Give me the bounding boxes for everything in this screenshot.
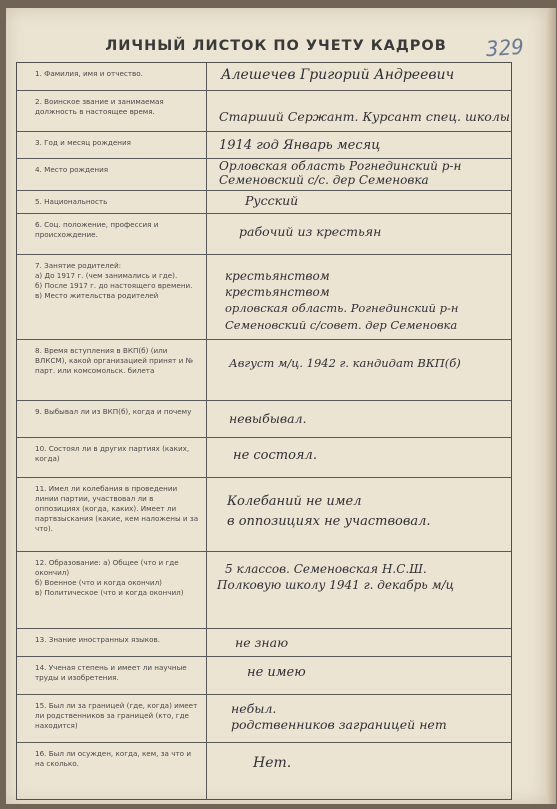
field-label: 9. Выбывал ли из ВКП(б), когда и почему — [17, 401, 207, 437]
page-title: ЛИЧНЫЙ ЛИСТОК ПО УЧЕТУ КАДРОВ — [105, 38, 447, 54]
handwritten-text: небыл. — [231, 701, 277, 716]
field-answer — [207, 478, 511, 551]
field-label: 13. Знание иностранных языков. — [17, 629, 207, 656]
form-row-3 — [17, 132, 511, 159]
handwritten-text: не состоял. — [233, 448, 317, 463]
form-row-16 — [17, 743, 511, 799]
personnel-form-table — [16, 62, 512, 800]
handwritten-text: не имею — [247, 665, 306, 680]
handwritten-text: Старший Сержант. Курсант спец. школы — [219, 109, 510, 124]
form-row-13 — [17, 629, 511, 657]
document-sheet — [6, 8, 546, 804]
field-label: 5. Национальность — [17, 191, 207, 213]
field-answer — [207, 695, 511, 742]
field-label: 1. Фамилия, имя и отчество. — [17, 63, 207, 90]
handwritten-text: Семеновский с/совет. дер Семеновка — [225, 318, 458, 332]
handwritten-text: Орловская область Рогнединский р-н — [219, 159, 462, 173]
field-answer — [207, 438, 511, 477]
handwritten-text: орловская область. Рогнединский р-н — [225, 301, 459, 315]
handwritten-text: Семеновский с/с. дер Семеновка — [219, 173, 429, 187]
field-label: 14. Ученая степень и имеет ли научные труды и изобретения. — [17, 657, 207, 694]
handwritten-text: Русский — [245, 193, 299, 208]
field-label: 8. Время вступления в ВКП(б) (или ВЛКСМ), какой организацией принят и № парт. или комсомольск. билета — [17, 340, 207, 400]
field-label: 11. Имел ли колебания в проведении линии партии, участвовал ли в оппозициях (когда, каких). Имеет ли партвзыскания (какие, кем наложены и за что). — [17, 478, 207, 551]
form-row-11 — [17, 478, 511, 552]
field-answer — [207, 657, 511, 694]
handwritten-text: 5 классов. Семеновская Н.С.Ш. — [225, 562, 427, 576]
handwritten-text: крестьянством — [225, 285, 330, 299]
form-row-5 — [17, 191, 511, 214]
form-row-14 — [17, 657, 511, 695]
field-answer — [207, 91, 511, 131]
field-answer — [207, 159, 511, 190]
handwritten-text: Нет. — [253, 755, 292, 771]
field-answer — [207, 132, 511, 158]
form-row-15 — [17, 695, 511, 743]
field-label: 12. Образование: а) Общее (что и где окончил) б) Военное (что и когда окончил) в) Политическое (что и когда окончил) — [17, 552, 207, 628]
page-number: 329 — [485, 34, 525, 62]
field-answer — [207, 743, 511, 799]
form-row-2 — [17, 91, 511, 132]
handwritten-text: невыбывал. — [229, 411, 307, 426]
form-row-9 — [17, 401, 511, 438]
handwritten-text: Август м/ц. 1942 г. кандидат ВКП(б) — [229, 356, 461, 370]
field-label: 7. Занятие родителей: а) До 1917 г. (чем занимались и где). б) После 1917 г. до настоящего времени. в) Место жительства родителей — [17, 255, 207, 339]
field-answer — [207, 214, 511, 254]
form-row-8 — [17, 340, 511, 401]
handwritten-text: 1914 год Январь месяц — [219, 138, 381, 153]
handwritten-text: Полковую школу 1941 г. декабрь м/ц — [217, 578, 455, 592]
field-answer — [207, 191, 511, 213]
field-answer — [207, 340, 511, 400]
field-label: 16. Был ли осужден, когда, кем, за что и на сколько. — [17, 743, 207, 799]
field-answer — [207, 255, 511, 339]
field-label: 2. Воинское звание и занимаемая должность в настоящее время. — [17, 91, 207, 131]
form-row-10 — [17, 438, 511, 478]
field-label: 15. Был ли за границей (где, когда) имеет ли родственников за границей (кто, где находится) — [17, 695, 207, 742]
handwritten-text: в оппозициях не участвовал. — [227, 514, 431, 529]
handwritten-text: Алешечев Григорий Андреевич — [221, 67, 455, 83]
handwritten-text: Колебаний не имел — [227, 494, 362, 509]
form-row-12 — [17, 552, 511, 629]
handwritten-text: не знаю — [235, 635, 289, 650]
field-answer — [207, 629, 511, 656]
field-answer — [207, 552, 511, 628]
field-label: 6. Соц. положение, профессия и происхождение. — [17, 214, 207, 254]
field-label: 10. Состоял ли в других партиях (каких, когда) — [17, 438, 207, 477]
form-row-7 — [17, 255, 511, 340]
form-row-6 — [17, 214, 511, 255]
field-answer — [207, 401, 511, 437]
field-label: 4. Место рождения — [17, 159, 207, 190]
field-answer — [207, 63, 511, 90]
form-row-4 — [17, 159, 511, 191]
handwritten-text: крестьянством — [225, 269, 330, 283]
field-label: 3. Год и месяц рождения — [17, 132, 207, 158]
form-row-1 — [17, 63, 511, 91]
handwritten-text: родственников заграницей нет — [231, 717, 447, 732]
handwritten-text: рабочий из крестьян — [239, 224, 382, 239]
